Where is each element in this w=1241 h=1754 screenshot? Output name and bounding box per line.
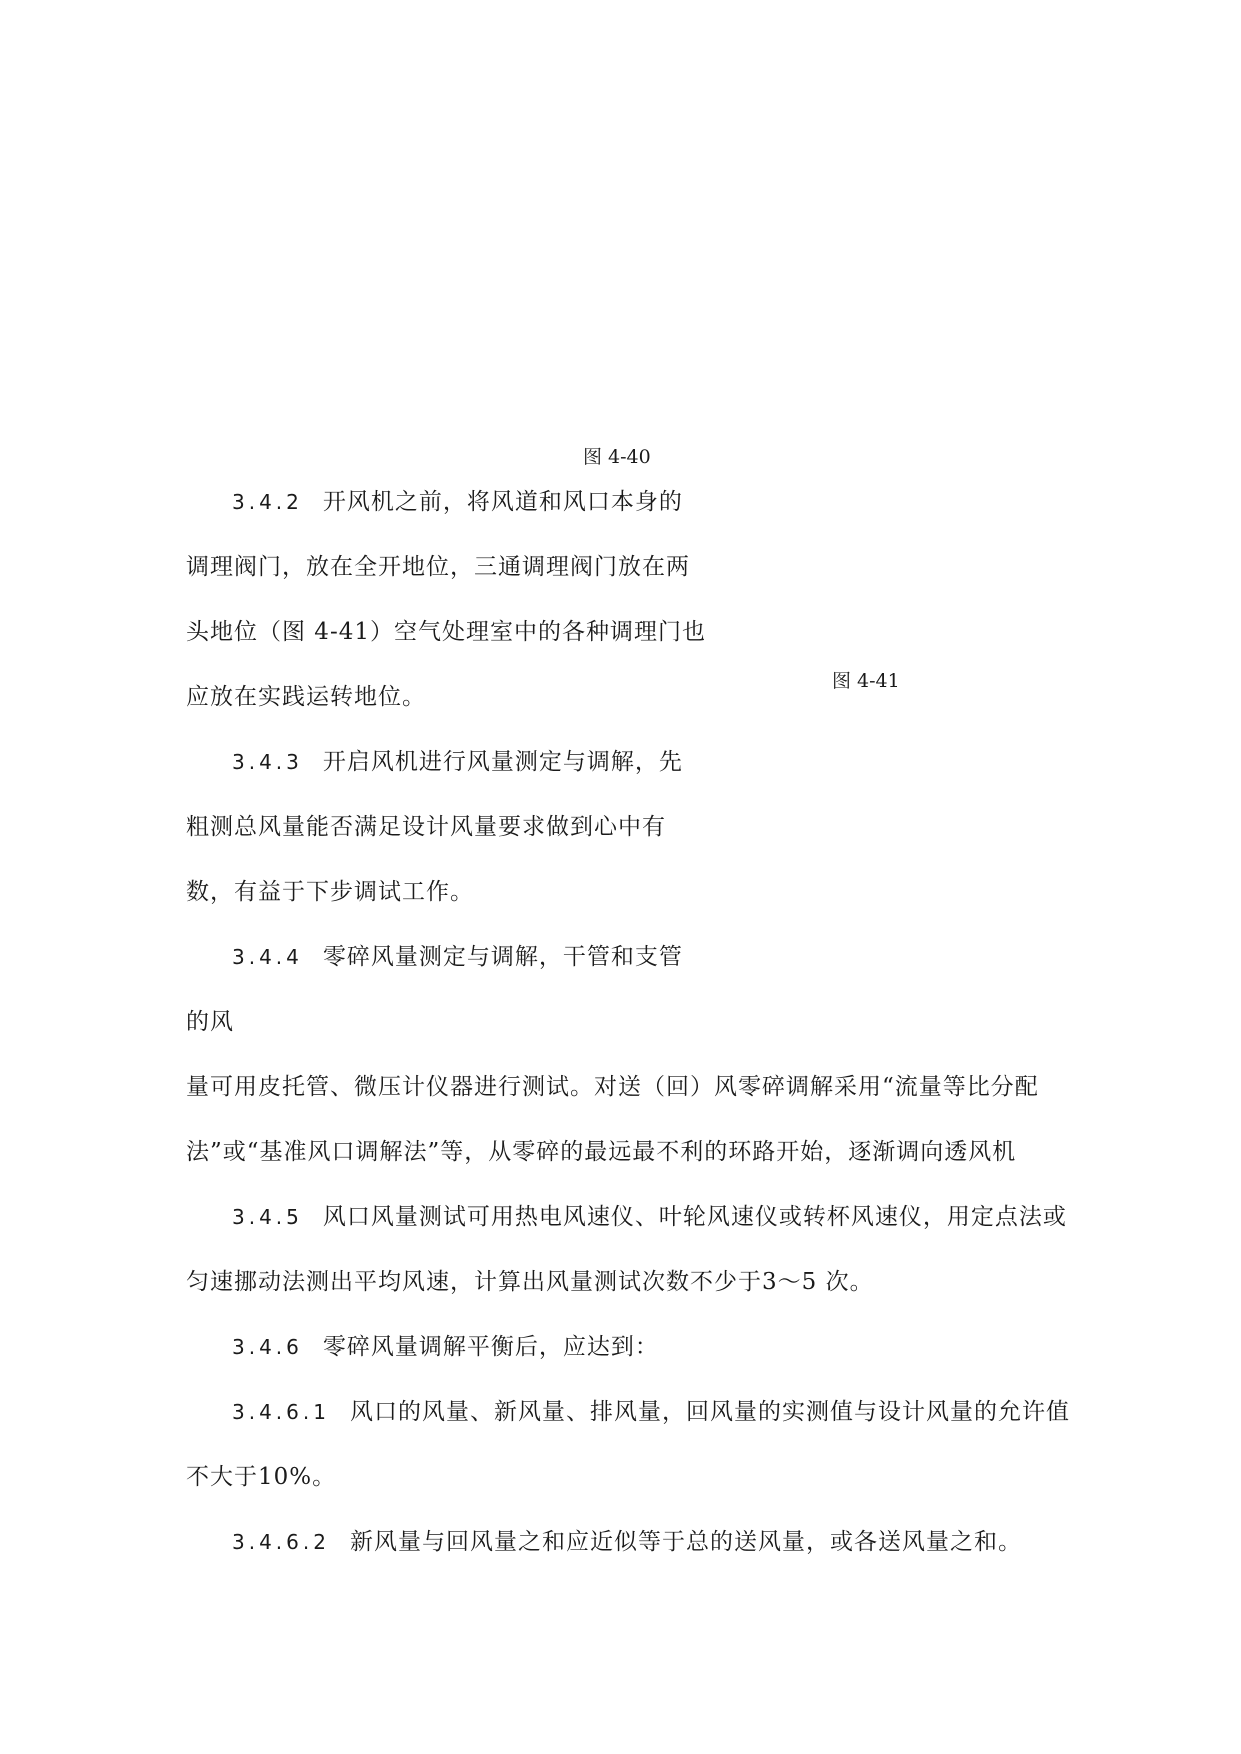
paragraph-text: 风口的风量、新风量、排风量，回风量的实测值与设计风量的允许值 <box>349 1399 1070 1425</box>
section-number: 3.4.5 <box>232 1205 303 1229</box>
figure-caption-4-40: 图 4-40 <box>583 446 651 468</box>
section-3-4-4-line-2: 的风 <box>186 1009 234 1035</box>
paragraph-text: 零碎风量测定与调解，干管和支管 <box>322 944 683 970</box>
section-3-4-2-line-2: 调理阀门，放在全开地位，三通调理阀门放在两 <box>186 554 690 580</box>
paragraph-text: 风口风量测试可用热电风速仪、叶轮风速仪或转杯风速仪，用定点法或 <box>322 1204 1067 1230</box>
section-3-4-4-line-4: 法”或“基准风口调解法”等，从零碎的最远最不利的环路开始，逐渐调向透风机 <box>186 1139 1017 1165</box>
figure-caption-4-41: 图 4-41 <box>832 670 900 692</box>
section-3-4-4-line-3: 量可用皮托管、微压计仪器进行测试。对送（回）风零碎调解采用“流量等比分配 <box>186 1074 1039 1100</box>
section-number: 3.4.6.1 <box>232 1400 330 1424</box>
section-3-4-6-2-line-1 <box>232 1527 1022 1557</box>
section-number: 3.4.3 <box>232 750 303 774</box>
section-3-4-2-line-3: 头地位（图 4-41）空气处理室中的各种调理门也 <box>186 619 706 645</box>
paragraph-text: 新风量与回风量之和应近似等于总的送风量，或各送风量之和。 <box>349 1529 1022 1555</box>
section-3-4-5-line-2: 匀速挪动法测出平均风速，计算出风量测试次数不少于3～5 次。 <box>186 1269 874 1295</box>
paragraph-text: 开风机之前，将风道和风口本身的 <box>322 489 683 515</box>
section-3-4-3-line-1 <box>232 747 683 777</box>
section-number: 3.4.4 <box>232 945 303 969</box>
section-3-4-2-line-1 <box>232 487 683 517</box>
section-3-4-6-line-1 <box>232 1332 659 1362</box>
section-3-4-2-line-4: 应放在实践运转地位。 <box>186 684 426 710</box>
section-number: 3.4.6.2 <box>232 1530 330 1554</box>
section-3-4-5-line-1 <box>232 1202 1067 1232</box>
section-3-4-4-line-1 <box>232 942 683 972</box>
section-3-4-3-line-2: 粗测总风量能否满足设计风量要求做到心中有 <box>186 814 666 840</box>
paragraph-text: 开启风机进行风量测定与调解，先 <box>322 749 683 775</box>
paragraph-text: 零碎风量调解平衡后，应达到： <box>322 1334 659 1360</box>
section-3-4-6-1-line-1 <box>232 1397 1070 1427</box>
section-number: 3.4.2 <box>232 490 303 514</box>
section-3-4-6-1-line-2: 不大于10%。 <box>186 1464 337 1490</box>
section-number: 3.4.6 <box>232 1335 303 1359</box>
section-3-4-3-line-3: 数，有益于下步调试工作。 <box>186 879 474 905</box>
